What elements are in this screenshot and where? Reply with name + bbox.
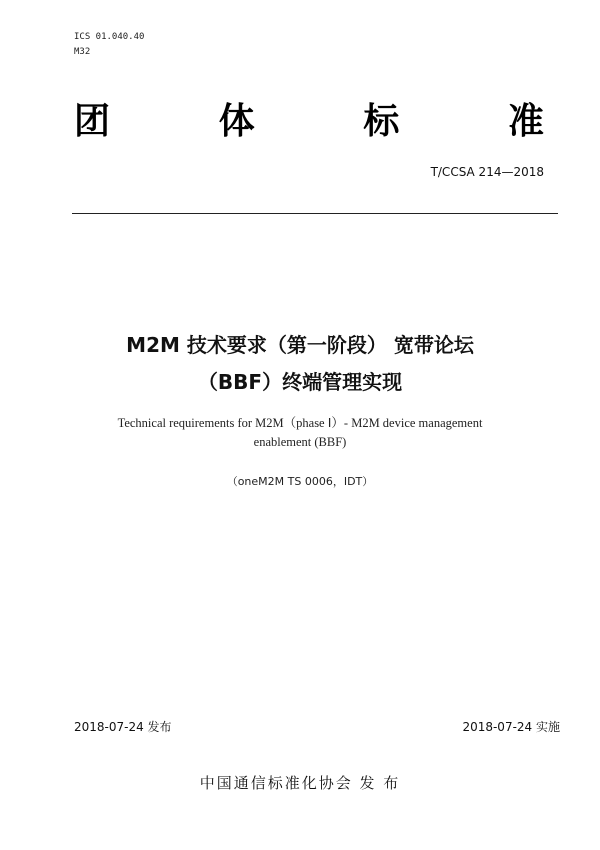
english-title-line-2: enablement (BBF): [253, 435, 347, 449]
chinese-title-line-2: （BBF）终端管理实现: [197, 370, 403, 394]
heading-char-3: 标: [363, 101, 400, 142]
document-type-heading: [74, 98, 544, 146]
issue-date: 2018-07-24 发布: [74, 720, 172, 734]
classification-codes: [74, 30, 144, 60]
heading-char-1: 团: [74, 101, 111, 142]
chinese-title-line-1: M2M 技术要求（第一阶段） 宽带论坛: [126, 333, 474, 357]
publisher: 中国通信标准化协会 发 布: [199, 774, 401, 792]
adoption-note: （oneM2M TS 0006，IDT）: [226, 475, 374, 488]
heading-char-2: 体: [218, 101, 255, 142]
header-divider: [72, 213, 558, 214]
english-title-line-1: Technical requirements for M2M（phase Ⅰ）- M2M device management: [117, 416, 483, 430]
ccs-code: M32: [74, 47, 91, 57]
standard-number: T/CCSA 214—2018: [430, 165, 544, 179]
ics-code: ICS 01.040.40: [74, 32, 145, 42]
implementation-date: 2018-07-24 实施: [462, 720, 560, 734]
heading-char-4: 准: [507, 101, 544, 142]
